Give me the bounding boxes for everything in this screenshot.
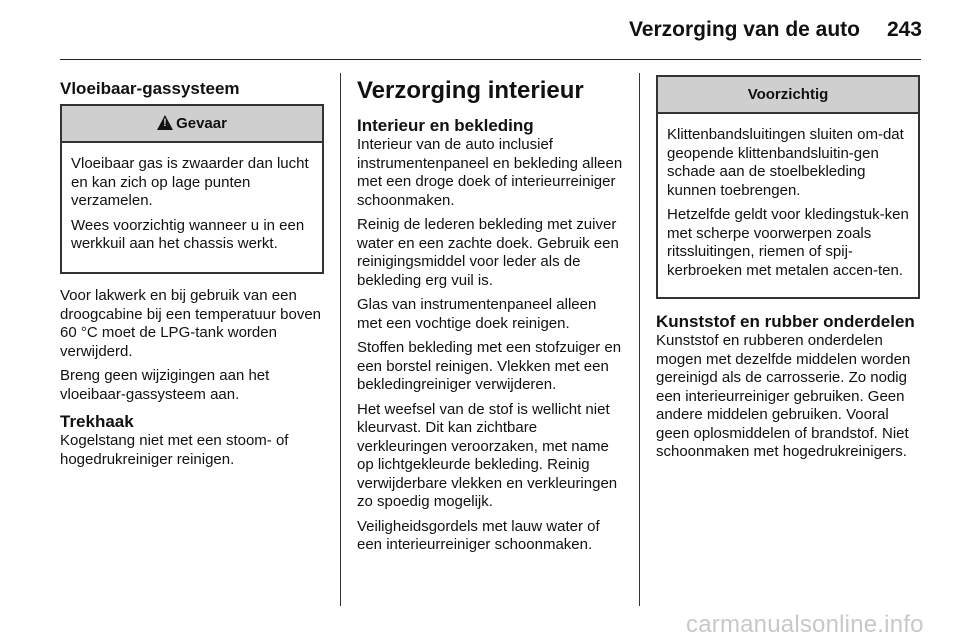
caution-box-header: Voorzichtig — [658, 77, 918, 114]
warning-box — [60, 104, 324, 274]
section-heading-lpg: Vloeibaar-gassysteem — [60, 79, 240, 98]
body-paragraph: Het weefsel van de stof is wellicht niet kleurvast. Dit kan zichtbare verkleuringen veroorzaken, met name op lichtgekleurde bekleding. Reinig verwijderbare vlekken en verkleuringen zo spoedig mogelijk. — [357, 400, 618, 510]
trekhaak-section — [60, 412, 324, 469]
plastics-section — [656, 312, 920, 462]
body-paragraph: Glas van instrumentenpaneel alleen met een vochtige doek reinigen. — [357, 296, 597, 332]
section-heading-interior: Verzorging interieur — [357, 77, 584, 104]
warning-title: Gevaar — [176, 115, 227, 132]
page-number: 243 — [886, 18, 922, 41]
body-paragraph: Stoffen bekleding met een stofzuiger en een borstel reinigen. Vlekken met een bekledingreiniger verwijderen. — [357, 339, 622, 393]
watermark: carmanualsonline.info — [686, 611, 924, 638]
warning-box-header — [62, 106, 322, 143]
column-divider-right — [639, 73, 640, 606]
warning-triangle-icon — [157, 115, 173, 130]
subheading-plastic-rubber: Kunststof en rubber onderdelen — [656, 312, 915, 331]
lpg-body-text — [60, 287, 324, 404]
warning-box-body — [62, 143, 322, 264]
subheading-trekhaak: Trekhaak — [60, 412, 134, 431]
body-paragraph: Voor lakwerk en bij gebruik van een droogcabine bij een temperatuur boven 60 °C moet de LPG-tank worden verwijderd. — [60, 287, 322, 360]
body-paragraph: Breng geen wijzigingen aan het vloeibaar-gassysteem aan. — [60, 367, 270, 403]
column-divider-left — [340, 73, 341, 606]
caution-paragraph: Klittenbandsluitingen sluiten om-dat geopende klittenbandsluitin-gen schade aan de stoelbekleding kunnen toebrengen. — [667, 126, 904, 199]
subheading-interior-upholstery: Interieur en bekleding — [357, 116, 534, 135]
caution-paragraph: Hetzelfde geldt voor kledingstuk-ken met scherpe voorwerpen zoals ritssluitingen, riemen of spij-kerbroeken met metalen accen-ten. — [667, 206, 909, 279]
warning-paragraph: Vloeibaar gas is zwaarder dan lucht en kan zich op lage punten verzamelen. — [71, 155, 309, 209]
warning-paragraph: Wees voorzichtig wanneer u in een werkkuil aan het chassis werkt. — [71, 216, 305, 252]
trekhaak-text: Kogelstang niet met een stoom- of hogedrukreiniger reinigen. — [60, 432, 289, 468]
caution-box-body — [658, 114, 918, 290]
plastics-text: Kunststof en rubberen onderdelen mogen met dezelfde middelen worden gereinigd als de carrosserie. Zo nodig een interieurreiniger gebruiken. Geen andere middelen gebruiken. Vooral geen oplosmiddelen of brandstof. Niet schoonmaken met hogedrukreinigers. — [656, 332, 911, 460]
body-paragraph: Interieur van de auto inclusief instrumentenpaneel en bekleding alleen met een droge doek of interieurreiniger schoonmaken. — [357, 136, 623, 209]
body-paragraph: Veiligheidsgordels met lauw water of een interieurreiniger schoonmaken. — [357, 517, 600, 553]
running-header-title: Verzorging van de auto — [628, 18, 860, 41]
interior-section-body — [357, 116, 623, 555]
header-rule — [60, 59, 921, 60]
caution-box — [656, 75, 920, 299]
body-paragraph: Reinig de lederen bekleding met zuiver water en een zachte doek. Gebruik een reinigingsmiddel voor leder als de bekleding erg vuil is. — [357, 216, 619, 289]
